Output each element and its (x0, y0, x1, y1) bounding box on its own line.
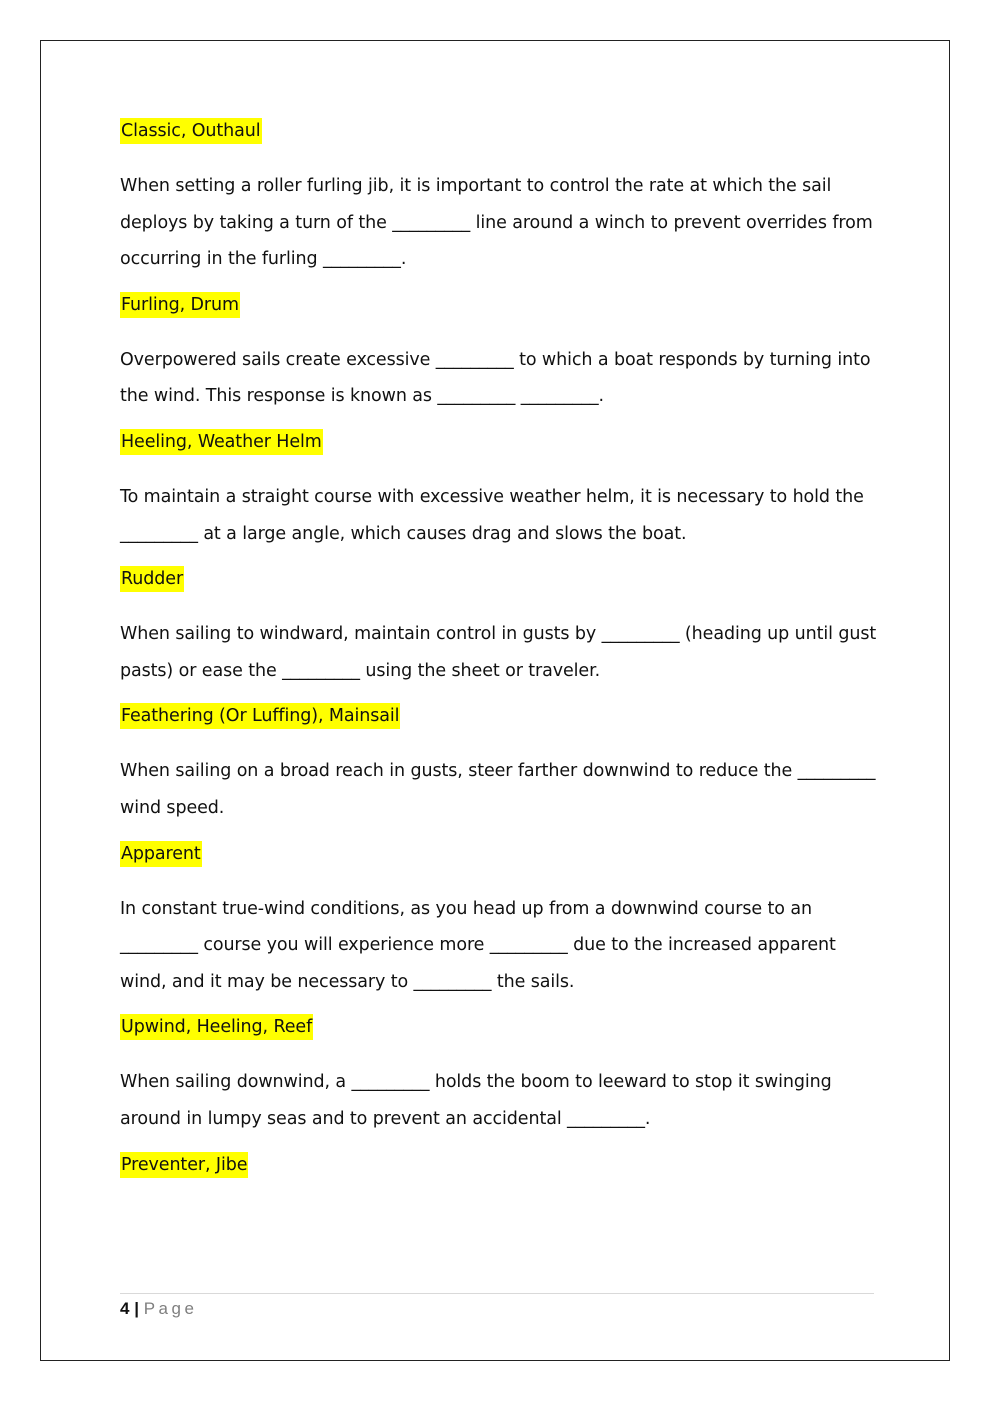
answer-5 (120, 703, 880, 753)
answer-highlight: Preventer, Jibe (120, 1152, 248, 1178)
answer-highlight: Apparent (120, 841, 202, 867)
answer-highlight: Heeling, Weather Helm (120, 429, 323, 455)
answer-8 (120, 1152, 880, 1202)
footer-divider (120, 1293, 874, 1294)
answer-4 (120, 566, 880, 616)
answer-2 (120, 292, 880, 342)
document-body (120, 118, 880, 1202)
question-6: When sailing on a broad reach in gusts, steer farther downwind to reduce the _________ wind speed. (120, 761, 876, 818)
question-4: To maintain a straight course with excessive weather helm, it is necessary to hold the _________ at a large angle, which causes drag and slows the boat. (120, 486, 864, 544)
answer-highlight: Furling, Drum (120, 292, 240, 318)
footer-separator: | (134, 1299, 139, 1318)
question-8: When sailing downwind, a _________ holds the boom to leeward to stop it swinging around in lumpy seas and to prevent an accidental _________. (120, 1072, 832, 1129)
page-footer (120, 1298, 197, 1320)
answer-highlight: Feathering (Or Luffing), Mainsail (120, 703, 400, 729)
page-label: Page (143, 1299, 198, 1318)
question-5: When sailing to windward, maintain control in gusts by _________ (heading up until gust pasts) or ease the _________ using the sheet or traveler. (120, 624, 877, 681)
answer-1 (120, 118, 880, 168)
question-3: Overpowered sails create excessive _________ to which a boat responds by turning into the wind. This response is known as _________ _________. (120, 349, 871, 407)
question-7: In constant true-wind conditions, as you head up from a downwind course to an _________ course you will experience more _________ due to the increased apparent wind, and it may be necessary to _________ the sails. (120, 898, 836, 992)
answer-highlight: Classic, Outhaul (120, 118, 262, 144)
answer-3 (120, 429, 880, 479)
answer-7 (120, 1014, 880, 1064)
answer-highlight: Rudder (120, 566, 184, 592)
question-2: When setting a roller furling jib, it is important to control the rate at which the sail deploys by taking a turn of the _________ line around a winch to prevent overrides from occurring in the furling _________. (120, 176, 873, 270)
page-number: 4 (120, 1299, 130, 1318)
answer-highlight: Upwind, Heeling, Reef (120, 1014, 313, 1040)
answer-6 (120, 841, 880, 891)
